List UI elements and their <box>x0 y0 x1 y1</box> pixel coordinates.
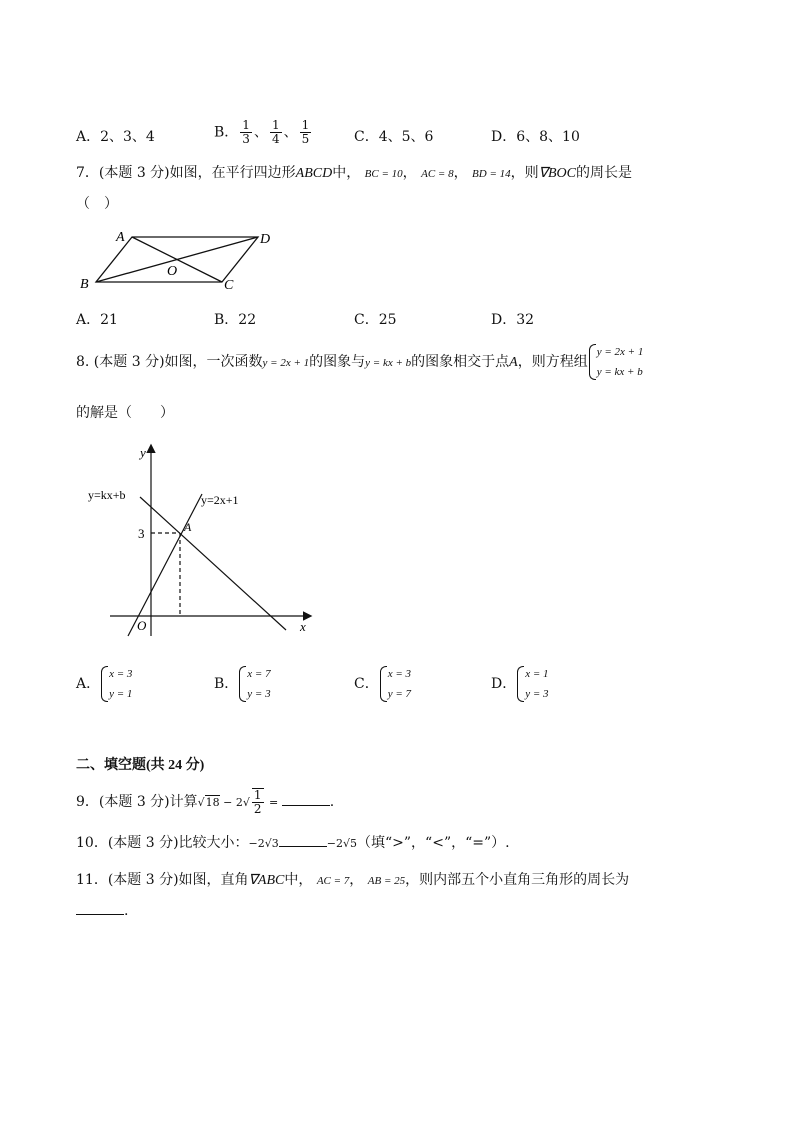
q9-answer-blank[interactable] <box>282 793 330 806</box>
label-B: B <box>80 277 89 292</box>
q8-option-a-system: x = 3 y = 1 <box>100 664 132 704</box>
q7-answer-paren: （ ） <box>76 196 118 212</box>
q8-option-c-system: x = 3 y = 7 <box>379 664 411 704</box>
point-A-label: A <box>184 520 192 534</box>
q7-option-d: D．32 <box>491 312 535 328</box>
section-2-heading: 二、填空题(共 24 分) <box>76 758 205 773</box>
q6-option-a: A．2、3、4 <box>76 129 155 145</box>
y-axis-label: y <box>140 445 146 460</box>
q8-option-d: D． x = 1 y = 3 <box>491 664 549 704</box>
function-graph-figure <box>84 440 324 640</box>
fraction-1-3: $\frac{1}{3}$ <box>242 118 250 146</box>
line1-label: y=kx+b <box>88 488 126 502</box>
label-D: D <box>260 232 271 247</box>
q7-question: 7．(本题 3 分)如图，在平行四边形ABCD中， BC = 10， AC = 8， BD = 14，则∇BOC的周长是 <box>76 165 632 181</box>
q8-option-b-system: x = 7 y = 3 <box>238 664 270 704</box>
line-2x-1 <box>128 494 202 636</box>
q7-option-a: A．21 <box>76 312 118 328</box>
origin-label: O <box>137 618 147 633</box>
q9-question: 9．(本题 3 分)计算√18 − 2√ $\frac{1}{2}$ = . <box>76 788 335 816</box>
q11-answer-blank[interactable] <box>76 902 124 915</box>
q11-answer-line: . <box>76 902 128 919</box>
q8-option-c: C． x = 3 y = 7 <box>354 664 411 704</box>
q11-question: 11．(本题 3 分)如图，直角∇ABC中， AC = 7， AB = 25，则内部五个小直角三角形的周长为 <box>76 872 630 888</box>
fraction-1-2: $\frac{1}{2}$ <box>253 788 262 816</box>
q8-equation-system: y = 2x + 1 y = kx + b <box>588 342 644 382</box>
q7-option-c: C．25 <box>354 312 397 328</box>
label-A: A <box>116 230 125 245</box>
line-kx-b <box>140 497 286 630</box>
tick-3-label: 3 <box>138 526 145 541</box>
q7-option-b: B．22 <box>214 312 257 328</box>
q8-question-end: 的解是（ ） <box>76 405 174 421</box>
q10-answer-blank[interactable] <box>279 834 327 847</box>
q8-option-a: A． x = 3 y = 1 <box>76 664 132 704</box>
q6-option-c: C．4、5、6 <box>354 129 434 145</box>
q10-question: 10．(本题 3 分)比较大小：−2√3 −2√5（填“>”，“<”，“=”）. <box>76 835 510 851</box>
q6-option-d: D．6、8、10 <box>491 129 580 145</box>
q8-question: 8. (本题 3 分)如图，一次函数y = 2x + 1的图象与y = kx + b的图象相交于点A，则方程组 y = 2x + 1 y = kx + b <box>76 342 643 382</box>
label-C: C <box>224 278 234 292</box>
q8-option-d-system: x = 1 y = 3 <box>516 664 548 704</box>
parallelogram-figure <box>76 226 276 292</box>
line2-label: y=2x+1 <box>201 493 239 507</box>
fraction-1-5: $\frac{1}{5}$ <box>301 118 310 146</box>
q6-option-b: B． $\frac{1}{3}$ 、 $\frac{1}{4}$ 、 $\frac{1}{5}$ <box>214 118 310 146</box>
x-axis-label: x <box>300 619 306 634</box>
q8-option-b: B． x = 7 y = 3 <box>214 664 271 704</box>
fraction-1-4: $\frac{1}{4}$ <box>271 118 280 146</box>
label-O: O <box>167 264 178 279</box>
q6-option-b-label: B． <box>214 124 239 141</box>
